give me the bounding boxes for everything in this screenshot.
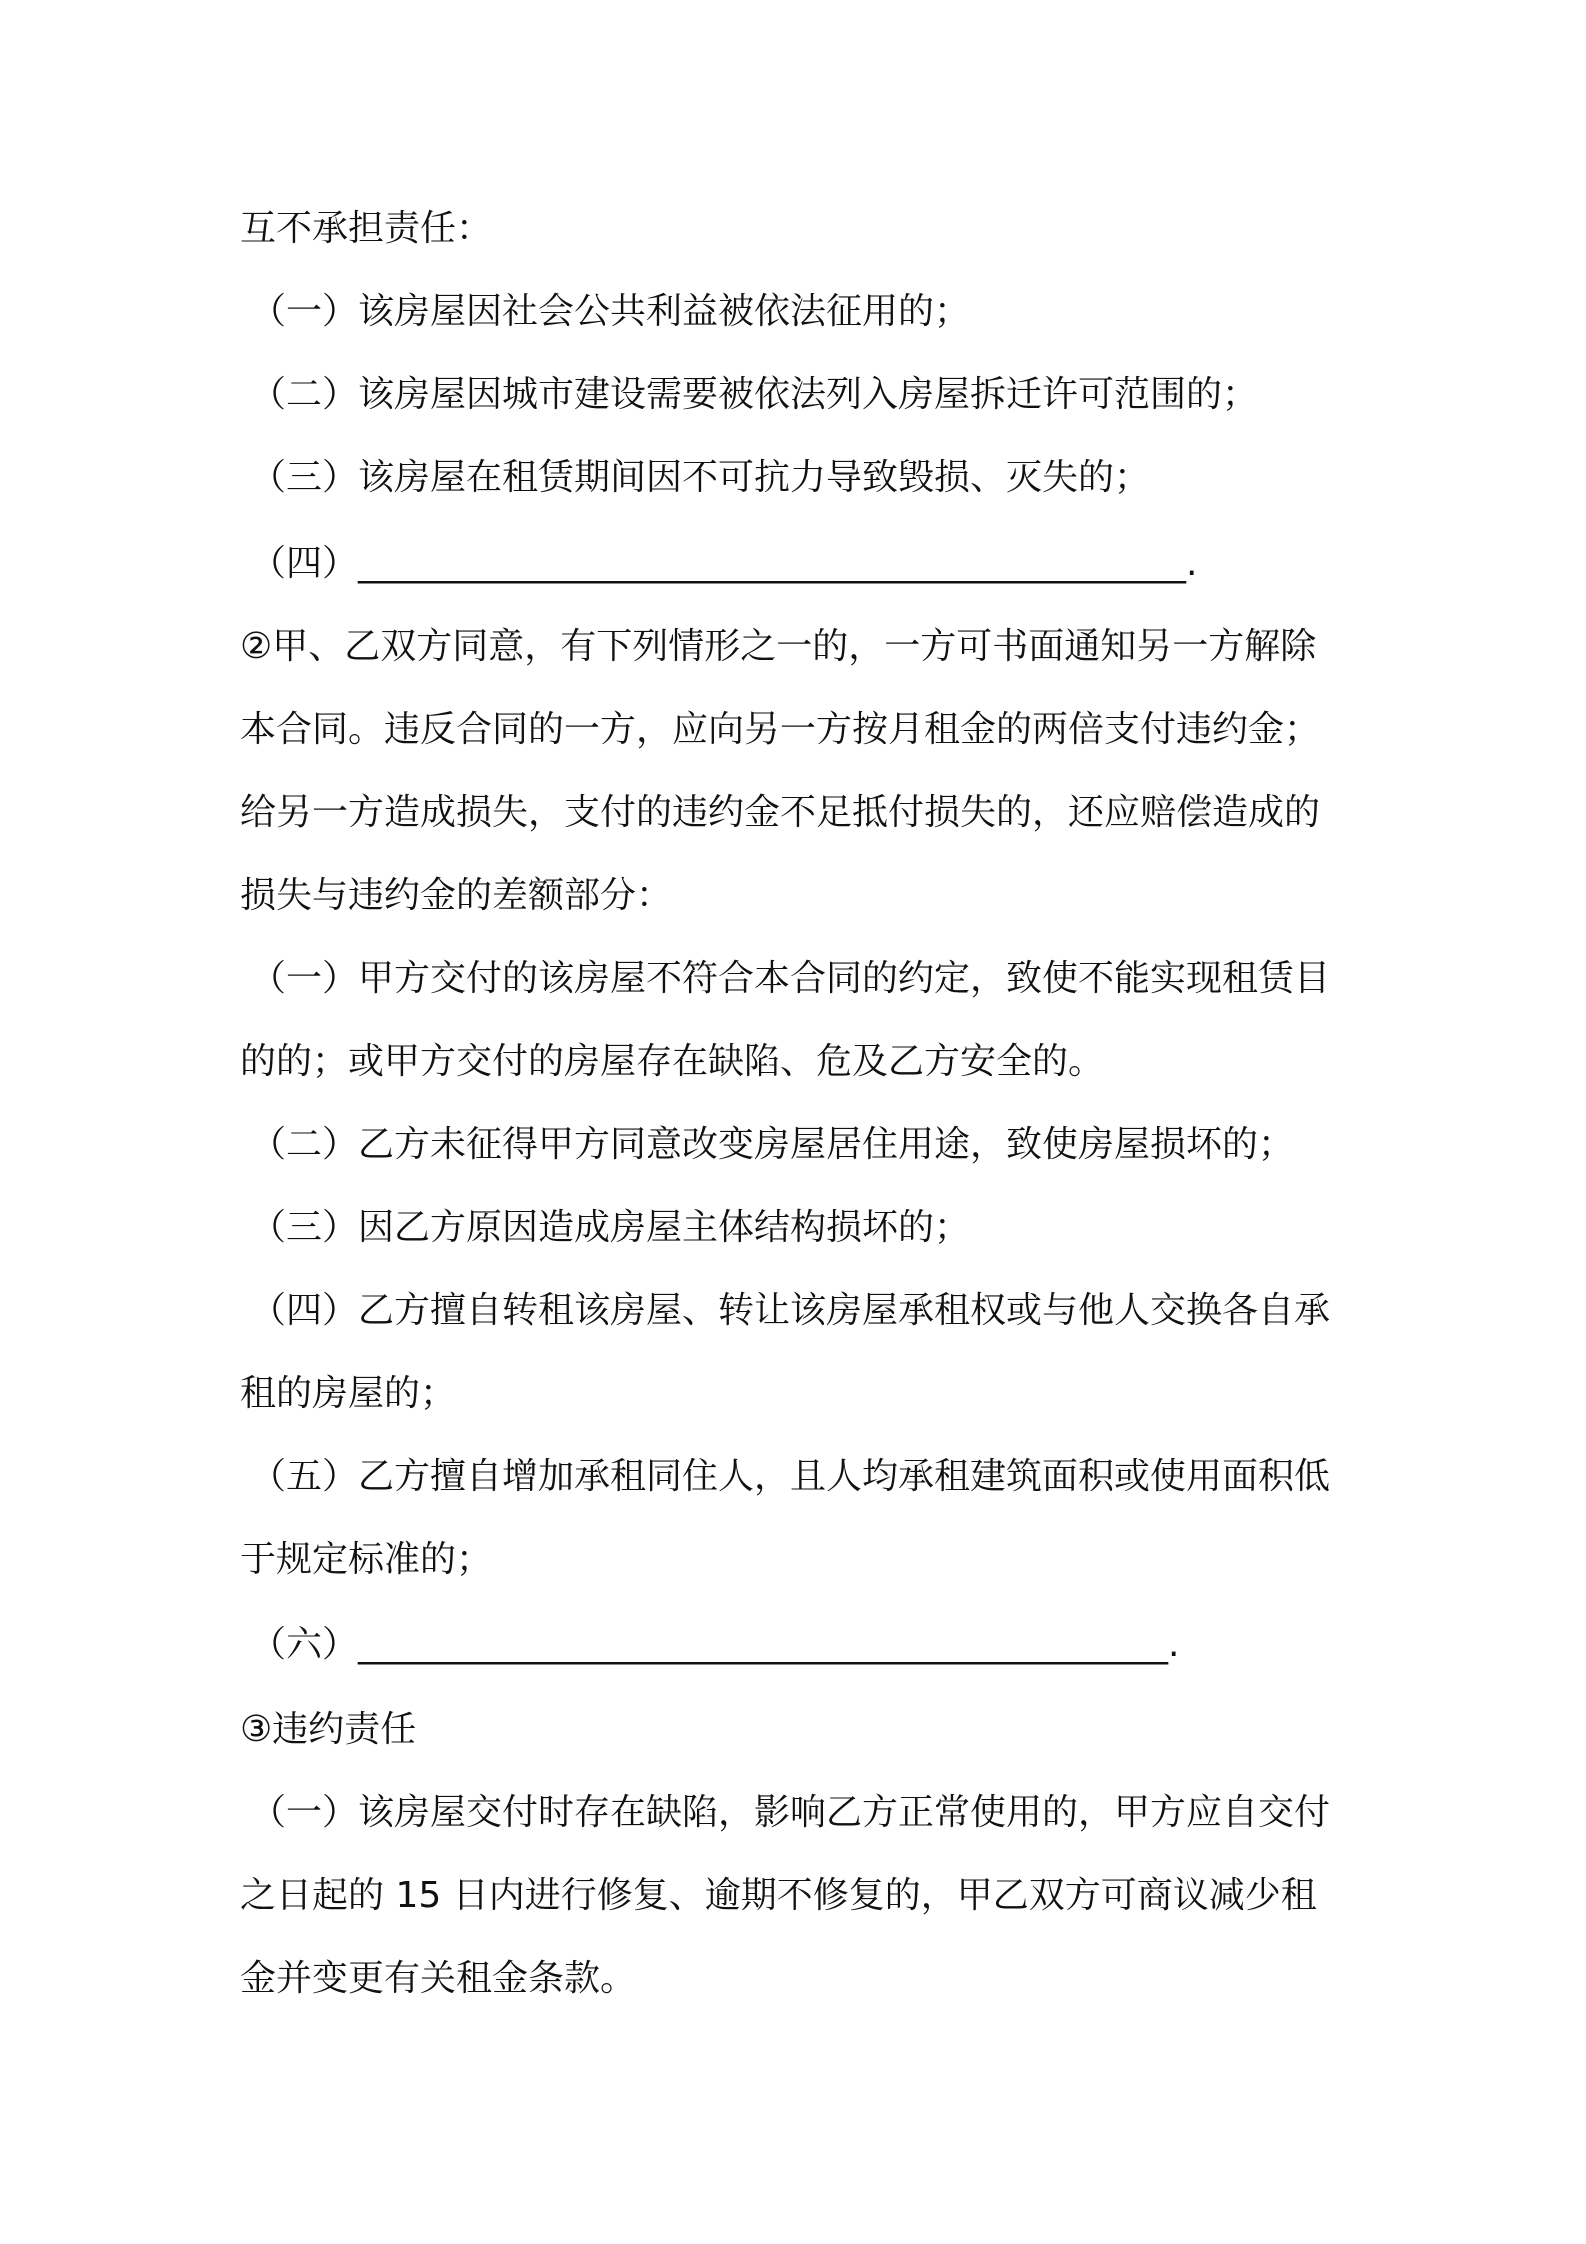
text-line: ②甲、乙双方同意，有下列情形之一的，一方可书面通知另一方解除 — [240, 626, 1317, 667]
text-line: （五）乙方擅自增加承租同住人，且人均承租建筑面积或使用面积低 — [250, 1456, 1331, 1497]
text-line: 金并变更有关租金条款。 — [240, 1958, 637, 1999]
text-line: 损失与违约金的差额部分： — [240, 875, 673, 916]
text-line: （一）该房屋交付时存在缺陷，影响乙方正常使用的，甲方应自交付 — [250, 1792, 1331, 1833]
text-line: 之日起的 15 日内进行修复、逾期不修复的，甲乙双方可商议减少租 — [240, 1875, 1317, 1916]
text-line: 于规定标准的； — [240, 1539, 493, 1580]
text-line: 本合同。违反合同的一方，应向另一方按月租金的两倍支付违约金； — [240, 709, 1321, 750]
text-line: 的的；或甲方交付的房屋存在缺陷、危及乙方安全的。 — [240, 1041, 1105, 1082]
blank-line: （六）_____________________________________________. — [250, 1624, 1180, 1665]
text-line: （一）该房屋因社会公共利益被依法征用的； — [250, 291, 971, 332]
text-line: 租的房屋的； — [240, 1373, 457, 1414]
text-line: （二）乙方未征得甲方同意改变房屋居住用途，致使房屋损坏的； — [250, 1124, 1295, 1165]
section-heading: ③违约责任 — [240, 1709, 417, 1750]
text-line: 互不承担责任： — [240, 208, 493, 249]
blank-line: （四）______________________________________________. — [250, 543, 1198, 584]
text-line: 给另一方造成损失，支付的违约金不足抵付损失的，还应赔偿造成的 — [240, 792, 1321, 833]
text-line: （一）甲方交付的该房屋不符合本合同的约定，致使不能实现租赁目 — [250, 958, 1331, 999]
text-line: （四）乙方擅自转租该房屋、转让该房屋承租权或与他人交换各自承 — [250, 1290, 1331, 1331]
text-line: （三）该房屋在租赁期间因不可抗力导致毁损、灭失的； — [250, 457, 1151, 498]
text-line: （二）该房屋因城市建设需要被依法列入房屋拆迁许可范围的； — [250, 374, 1259, 415]
text-line: （三）因乙方原因造成房屋主体结构损坏的； — [250, 1207, 971, 1248]
